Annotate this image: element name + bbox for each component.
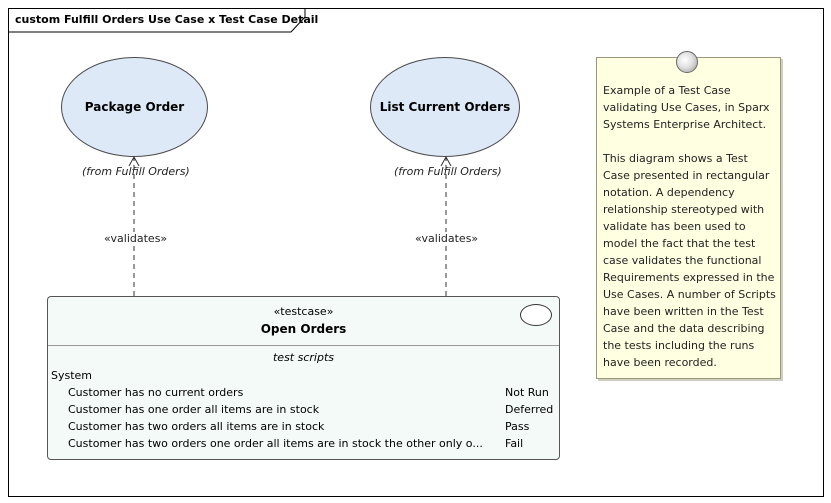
frame-title: custom Fulfill Orders Use Case x Test Case Detail (15, 13, 319, 26)
test-script-row[interactable] (68, 420, 552, 435)
validates-label: «validates» (104, 232, 168, 245)
validates-label: «validates» (415, 232, 479, 245)
test-script-status: Not Run (505, 386, 549, 399)
test-script-status: Pass (505, 420, 530, 433)
use-case-name: Package Order (84, 100, 185, 114)
test-script-status: Deferred (505, 403, 554, 416)
test-case-open-orders[interactable] (47, 296, 560, 460)
test-scripts-group-label: System (51, 369, 93, 382)
test-script-scenario: Customer has one order all items are in stock (68, 403, 320, 416)
test-script-scenario: Customer has two orders one order all items are in stock the other only o... (68, 437, 483, 450)
test-script-row[interactable] (68, 437, 552, 452)
use-case-list-current-orders[interactable] (370, 57, 520, 157)
test-script-row[interactable] (68, 403, 552, 418)
test-scripts-section-title: test scripts (272, 351, 334, 364)
test-case-stereotype: «testcase» (273, 305, 334, 318)
note-paragraph: This diagram shows a Test Case presented in rectangular notation. A dependency relationship stereotyped with validate has been used to model the fact that the test case validates the functional Requirements expressed in the Use Cases. A number of Scripts have been written in the Test Case and the data describing the tests including the runs have been recorded. (603, 152, 776, 369)
note[interactable] (596, 57, 781, 379)
use-case-name: List Current Orders (379, 100, 511, 114)
use-case-package-order[interactable] (61, 57, 208, 157)
test-script-scenario: Customer has two orders all items are in stock (68, 420, 325, 433)
use-case-origin-label: (from Fulfill Orders) (394, 165, 502, 178)
note-paragraph: Example of a Test Case validating Use Cases, in Sparx Systems Enterprise Architect. (603, 84, 770, 131)
test-case-name: Open Orders (260, 322, 347, 336)
pin-icon (676, 51, 698, 73)
test-script-status: Fail (505, 437, 524, 450)
test-case-oval-icon (520, 304, 552, 326)
test-script-scenario: Customer has no current orders (68, 386, 244, 399)
test-script-row[interactable] (68, 386, 552, 401)
use-case-origin-label: (from Fulfill Orders) (82, 165, 190, 178)
note-text (603, 82, 778, 388)
test-case-header (48, 297, 559, 346)
